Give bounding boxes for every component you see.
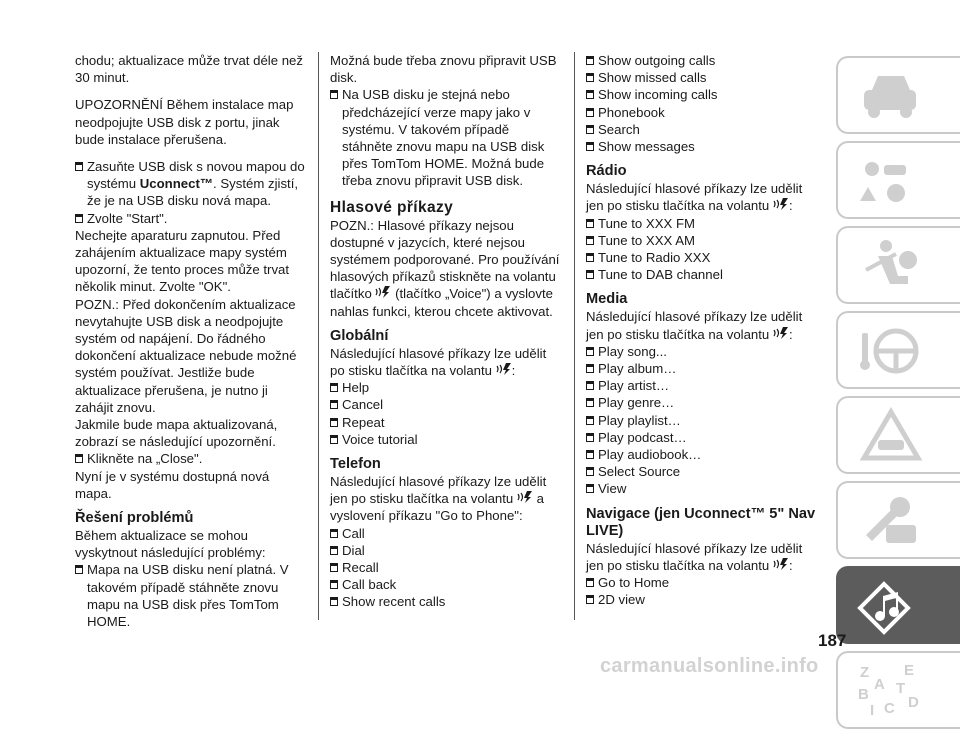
chapter-tabs <box>828 56 960 736</box>
list-item: Tune to XXX AM <box>586 232 818 249</box>
index-letter: D <box>908 694 919 711</box>
voice-button-icon <box>496 362 512 376</box>
bullet-list <box>330 379 562 448</box>
list-item: Play artist… <box>586 377 818 394</box>
index-letters-icon <box>856 661 926 721</box>
warning-paragraph: UPOZORNĚNÍ Během instalace map neodpojujte USB disk z portu, jinak bude instalace přerušena. <box>75 97 294 147</box>
list-item: Help <box>330 379 562 396</box>
list-item: Tune to Radio XXX <box>586 249 818 266</box>
list-item: Na USB disku je stejná nebo předcházející verze mapy jako v systému. V takovém případě stáhněte znovu mapu na USB disk přes TomTom HOME. Možná bude třeba znovu připravit USB disk. <box>330 86 562 189</box>
list-item: Zvolte "Start". <box>75 210 307 227</box>
tab-car[interactable] <box>836 56 960 134</box>
text-column-2 <box>330 52 562 611</box>
column-divider <box>574 52 575 620</box>
paragraph: Následující hlasové příkazy lze udělit jen po stisku tlačítka na volantu : <box>586 540 803 573</box>
service-wrench-icon <box>856 491 926 551</box>
list-item: Call back <box>330 576 562 593</box>
list-item: Tune to DAB channel <box>586 266 818 283</box>
voice-button-icon <box>517 490 533 504</box>
list-item: View <box>586 480 818 497</box>
voice-button-icon <box>773 557 789 571</box>
list-item: Search <box>586 121 818 138</box>
list-item: Recall <box>330 559 562 576</box>
car-icon <box>856 66 926 126</box>
section-heading-phone: Telefon <box>330 456 381 473</box>
list-item: Repeat <box>330 414 562 431</box>
tab-index[interactable] <box>836 651 960 729</box>
column-divider <box>318 52 319 620</box>
index-letter: C <box>884 700 895 717</box>
list-item: Play song... <box>586 343 818 360</box>
paragraph: Během aktualizace se mohou vyskytnout následující problémy: <box>75 528 266 561</box>
warning-triangle-icon <box>856 406 926 466</box>
bullet-list <box>75 158 307 227</box>
dashboard-lights-icon <box>856 151 926 211</box>
list-item: Klikněte na „Close". <box>75 450 307 467</box>
paragraph: Možná bude třeba znovu připravit USB disk. <box>330 53 557 86</box>
tab-starting[interactable] <box>836 311 960 389</box>
index-letter: A <box>874 676 885 693</box>
section-heading-problems: Řešení problémů <box>75 510 194 527</box>
paragraph: Následující hlasové příkazy lze udělit jen po stisku tlačítka na volantu : <box>586 309 803 342</box>
index-letter: Z <box>860 664 870 681</box>
list-item: Play playlist… <box>586 412 818 429</box>
bullet-list <box>330 525 562 611</box>
list-item: Show recent calls <box>330 593 562 610</box>
text-column-1 <box>75 52 307 630</box>
bullet-list <box>330 86 562 189</box>
list-item: Play audiobook… <box>586 446 818 463</box>
list-item: Zasuňte USB disk s novou mapou do systému Uconnect™. Systém zjistí, že je na USB disku nová mapa. <box>75 158 307 210</box>
list-item: Go to Home <box>586 574 818 591</box>
steering-wheel-key-icon <box>856 321 926 381</box>
paragraph: chodu; aktualizace může trvat déle než 30 minut. <box>75 53 303 86</box>
tab-dashboard[interactable] <box>836 141 960 219</box>
list-item: Phonebook <box>586 104 818 121</box>
bullet-list <box>75 450 307 467</box>
list-item: Play podcast… <box>586 429 818 446</box>
section-heading-global: Globální <box>330 327 389 344</box>
list-item: Tune to XXX FM <box>586 215 818 232</box>
list-item: Cancel <box>330 396 562 413</box>
list-item: Play album… <box>586 360 818 377</box>
tab-safety[interactable] <box>836 226 960 304</box>
note-paragraph: POZN.: Hlasové příkazy nejsou dostupné v jazycích, které nejsou systémem podporované. Pro používání hlasových příkazů stiskněte na volantu tlačítko (tlačítko „Voice") a vyslovte nahlas funkci, kterou chcete aktivovat. <box>330 217 560 319</box>
section-heading-radio: Rádio <box>586 163 627 180</box>
tab-maintenance[interactable] <box>836 481 960 559</box>
bullet-list <box>75 561 307 630</box>
list-item: Mapa na USB disku není platná. V takovém případě stáhněte znovu mapu na USB disk přes TomTom HOME. <box>75 561 307 630</box>
list-item: Play genre… <box>586 394 818 411</box>
section-heading-navigation: Navigace (jen Uconnect™ 5" Nav LIVE) <box>586 505 816 539</box>
voice-button-icon <box>375 285 391 299</box>
index-letter: B <box>858 686 869 703</box>
bullet-list <box>586 52 818 155</box>
note-paragraph: POZN.: Před dokončením aktualizace nevytahujte USB disk a neodpojujte systém od napájení. Do řádného dokončení aktualizace nebude možné systém používat. Jestliže bude aktualizace přerušena, je nutno ji zahájit znovu. <box>75 296 297 415</box>
index-letter: E <box>904 662 915 679</box>
music-nav-icon <box>856 576 926 636</box>
tab-emergency[interactable] <box>836 396 960 474</box>
list-item: Select Source <box>586 463 818 480</box>
airbag-seat-icon <box>856 236 926 296</box>
watermark: carmanualsonline.info <box>600 655 819 677</box>
paragraph: Nechejte aparaturu zapnutou. Před zahájením aktualizace mapy systém upozorní, že tento proces může trvat několik minut. Zvolte "OK". <box>75 227 290 295</box>
section-heading-voice-commands: Hlasové příkazy <box>330 198 454 216</box>
voice-button-icon <box>773 326 789 340</box>
index-letter: I <box>870 702 875 719</box>
bullet-list <box>586 215 818 284</box>
list-item: Show messages <box>586 138 818 155</box>
list-item: Show outgoing calls <box>586 52 818 69</box>
section-heading-media: Media <box>586 291 628 308</box>
list-item: Voice tutorial <box>330 431 562 448</box>
text-column-3 <box>586 52 818 608</box>
paragraph: Nyní je v systému dostupná nová mapa. <box>75 468 270 501</box>
index-letter: T <box>896 680 906 697</box>
list-item: Call <box>330 525 562 542</box>
list-item: 2D view <box>586 591 818 608</box>
list-item: Show missed calls <box>586 69 818 86</box>
paragraph: Následující hlasové příkazy lze udělit jen po stisku tlačítka na volantu a vyslovení příkazu "Go to Phone": <box>330 474 547 524</box>
bullet-list <box>586 574 818 608</box>
paragraph: Jakmile bude mapa aktualizovaná, zobrazí se následující upozornění. <box>75 417 278 450</box>
paragraph: Následující hlasové příkazy lze udělit po stisku tlačítka na volantu : <box>330 345 547 379</box>
paragraph: Následující hlasové příkazy lze udělit jen po stisku tlačítka na volantu : <box>586 181 803 214</box>
tab-multimedia[interactable] <box>836 566 960 644</box>
list-item: Dial <box>330 542 562 559</box>
list-item: Show incoming calls <box>586 86 818 103</box>
voice-button-icon <box>773 197 789 211</box>
page-number: 187 <box>818 631 847 650</box>
bullet-list <box>586 343 818 498</box>
